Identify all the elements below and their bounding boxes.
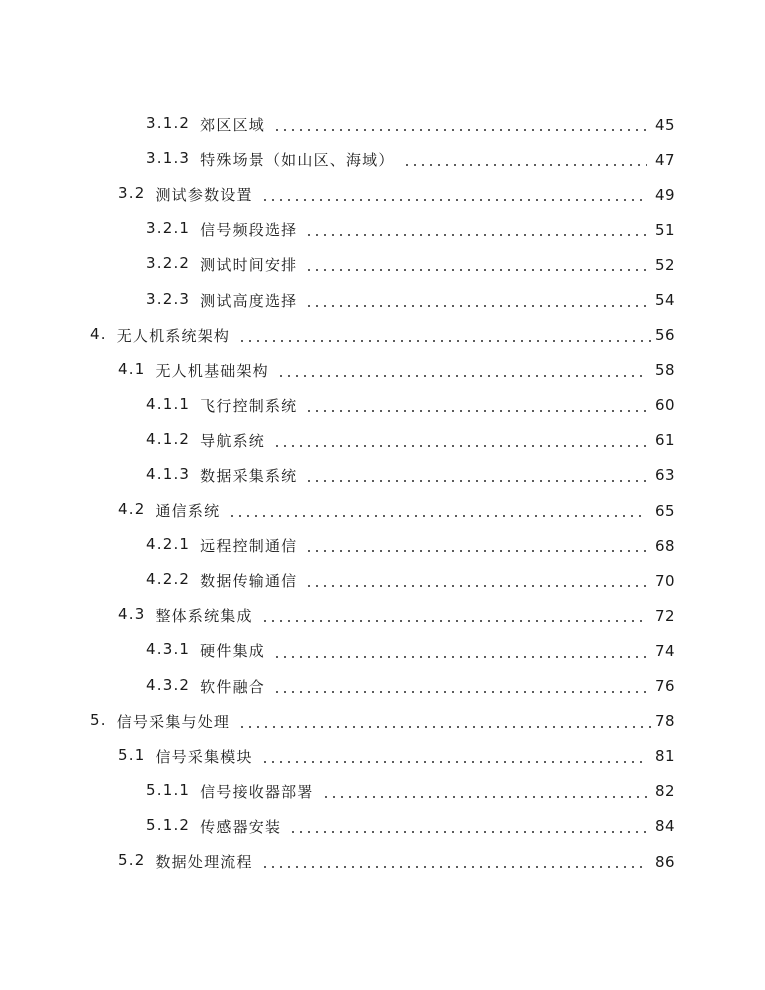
toc-entry-number: 3.1.3 xyxy=(146,149,191,168)
toc-entry[interactable] xyxy=(0,142,765,177)
toc-page-number: 72 xyxy=(655,606,676,625)
toc-entry-title: 测试时间安排 xyxy=(200,256,298,275)
toc-page-number: 51 xyxy=(655,220,676,239)
toc-entry-number: 4.1 xyxy=(118,359,146,378)
toc-entry[interactable] xyxy=(0,107,765,142)
toc-entry-number: 3.2.2 xyxy=(146,254,191,273)
toc-entry-title: 测试高度选择 xyxy=(200,291,298,310)
toc-page-number: 65 xyxy=(655,501,676,520)
toc-entry[interactable] xyxy=(0,423,765,458)
toc-entry-title: 数据处理流程 xyxy=(155,853,253,872)
toc-dot-leader xyxy=(261,761,647,763)
toc-page-number: 84 xyxy=(655,817,676,836)
toc-entry[interactable] xyxy=(0,212,765,247)
toc-page-number: 58 xyxy=(655,361,676,380)
toc-dot-leader xyxy=(322,796,647,798)
toc-entry-title: 软件融合 xyxy=(200,677,265,696)
toc-entry-number: 3.2 xyxy=(118,184,146,203)
toc-page-number: 47 xyxy=(655,150,676,169)
toc-entry[interactable] xyxy=(0,633,765,668)
toc-page-number: 60 xyxy=(655,396,676,415)
toc-dot-leader xyxy=(305,410,647,412)
toc-entry[interactable] xyxy=(0,563,765,598)
toc-entry[interactable] xyxy=(0,388,765,423)
toc-page-number: 86 xyxy=(655,852,676,871)
toc-entry-label xyxy=(146,465,297,486)
toc-page-number: 76 xyxy=(655,677,676,696)
toc-dot-leader xyxy=(289,831,647,833)
toc-entry-label xyxy=(146,395,297,416)
toc-dot-leader xyxy=(238,340,653,342)
toc-entry-label xyxy=(146,676,265,697)
toc-entry-title: 无人机基础架构 xyxy=(155,361,269,380)
toc-entry-number: 5.1.1 xyxy=(146,780,191,799)
toc-entry[interactable] xyxy=(0,282,765,317)
toc-page-number: 61 xyxy=(655,431,676,450)
toc-entry-label xyxy=(118,184,253,205)
toc-entry-label xyxy=(118,360,269,381)
toc-page-number: 52 xyxy=(655,255,676,274)
toc-entry-number: 4.3.1 xyxy=(146,640,191,659)
toc-entry-label xyxy=(146,816,281,837)
toc-entry[interactable] xyxy=(0,528,765,563)
toc-dot-leader xyxy=(403,164,647,166)
toc-entry-number: 4.2.2 xyxy=(146,570,191,589)
toc-entry-label xyxy=(146,781,314,802)
toc-entry-title: 信号采集模块 xyxy=(155,747,253,766)
toc-entry-number: 3.2.3 xyxy=(146,289,191,308)
toc-entry-title: 传感器安装 xyxy=(200,817,282,836)
toc-entry-label xyxy=(90,325,230,346)
toc-dot-leader xyxy=(273,656,647,658)
toc-entry[interactable] xyxy=(0,739,765,774)
toc-entry-label xyxy=(146,219,297,240)
toc-entry-title: 数据采集系统 xyxy=(200,466,298,485)
toc-entry-label xyxy=(118,605,253,626)
toc-entry-number: 4. xyxy=(90,324,107,343)
toc-page-number: 45 xyxy=(655,115,676,134)
toc-entry-number: 4.1.2 xyxy=(146,429,191,448)
toc-entry-title: 特殊场景（如山区、海域） xyxy=(200,151,395,170)
toc-dot-leader xyxy=(261,620,647,622)
toc-entry-title: 数据传输通信 xyxy=(200,572,298,591)
toc-entry[interactable] xyxy=(0,598,765,633)
toc-entry[interactable] xyxy=(0,844,765,879)
toc-entry-label xyxy=(146,114,265,135)
toc-page-number: 49 xyxy=(655,185,676,204)
toc-entry-label xyxy=(146,535,297,556)
toc-entry-number: 3.1.2 xyxy=(146,114,191,133)
toc-entry-label xyxy=(146,290,297,311)
toc-page-number: 78 xyxy=(655,712,676,731)
toc-page-number: 54 xyxy=(655,291,676,310)
toc-dot-leader xyxy=(273,445,647,447)
toc-entry-title: 信号频段选择 xyxy=(200,221,298,240)
toc-dot-leader xyxy=(228,515,647,517)
toc-entry[interactable] xyxy=(0,669,765,704)
toc-entry-number: 4.2.1 xyxy=(146,535,191,554)
toc-entry-label xyxy=(118,500,220,521)
toc-entry[interactable] xyxy=(0,809,765,844)
toc-entry-title: 飞行控制系统 xyxy=(200,396,298,415)
toc-page-number: 81 xyxy=(655,747,676,766)
toc-entry[interactable] xyxy=(0,704,765,739)
toc-dot-leader xyxy=(273,691,647,693)
toc-dot-leader xyxy=(305,550,647,552)
toc-entry-number: 5. xyxy=(90,710,107,729)
toc-dot-leader xyxy=(305,480,647,482)
toc-entry-label xyxy=(146,149,395,170)
toc-entry-title: 信号接收器部署 xyxy=(200,782,314,801)
toc-entry-number: 4.3 xyxy=(118,605,146,624)
toc-dot-leader xyxy=(261,866,647,868)
toc-entry[interactable] xyxy=(0,318,765,353)
toc-page-number: 74 xyxy=(655,641,676,660)
toc-entry-number: 5.1 xyxy=(118,745,146,764)
toc-entry-label xyxy=(146,254,297,275)
toc-dot-leader xyxy=(277,375,647,377)
toc-page-number: 56 xyxy=(655,326,676,345)
toc-page-number: 68 xyxy=(655,536,676,555)
toc-dot-leader xyxy=(305,234,647,236)
toc-dot-leader xyxy=(305,269,647,271)
toc-entry[interactable] xyxy=(0,353,765,388)
toc-entry[interactable] xyxy=(0,247,765,282)
toc-page-number: 82 xyxy=(655,782,676,801)
toc-entry[interactable] xyxy=(0,458,765,493)
toc-entry-title: 硬件集成 xyxy=(200,642,265,661)
toc-entry-title: 无人机系统架构 xyxy=(116,326,231,345)
toc-entry-number: 4.3.2 xyxy=(146,675,191,694)
toc-dot-leader xyxy=(273,129,647,131)
toc-entry-number: 4.1.1 xyxy=(146,394,191,413)
toc-entry[interactable] xyxy=(0,177,765,212)
toc-entry-title: 信号采集与处理 xyxy=(116,712,231,731)
toc-entry-number: 3.2.1 xyxy=(146,219,191,238)
toc-entry-title: 测试参数设置 xyxy=(155,186,253,205)
toc-entry[interactable] xyxy=(0,493,765,528)
toc-entry-title: 导航系统 xyxy=(200,431,265,450)
toc-entry-title: 通信系统 xyxy=(155,502,221,521)
table-of-contents xyxy=(0,107,765,879)
toc-entry[interactable] xyxy=(0,774,765,809)
toc-entry-title: 远程控制通信 xyxy=(200,537,298,556)
toc-entry-label xyxy=(90,711,230,732)
toc-entry-title: 整体系统集成 xyxy=(155,607,253,626)
toc-entry-number: 5.1.2 xyxy=(146,815,191,834)
toc-entry-label xyxy=(118,746,253,767)
toc-page-number: 70 xyxy=(655,571,676,590)
toc-dot-leader xyxy=(305,585,647,587)
toc-entry-label xyxy=(146,430,265,451)
toc-dot-leader xyxy=(305,305,647,307)
toc-entry-title: 郊区区域 xyxy=(200,116,265,135)
toc-entry-number: 4.2 xyxy=(118,500,146,519)
toc-entry-label xyxy=(118,851,253,872)
toc-entry-number: 4.1.3 xyxy=(146,464,191,483)
toc-entry-label xyxy=(146,570,297,591)
toc-page-number: 63 xyxy=(655,466,676,485)
toc-entry-label xyxy=(146,640,265,661)
toc-entry-number: 5.2 xyxy=(118,851,146,870)
toc-dot-leader xyxy=(238,726,653,728)
toc-dot-leader xyxy=(261,199,647,201)
